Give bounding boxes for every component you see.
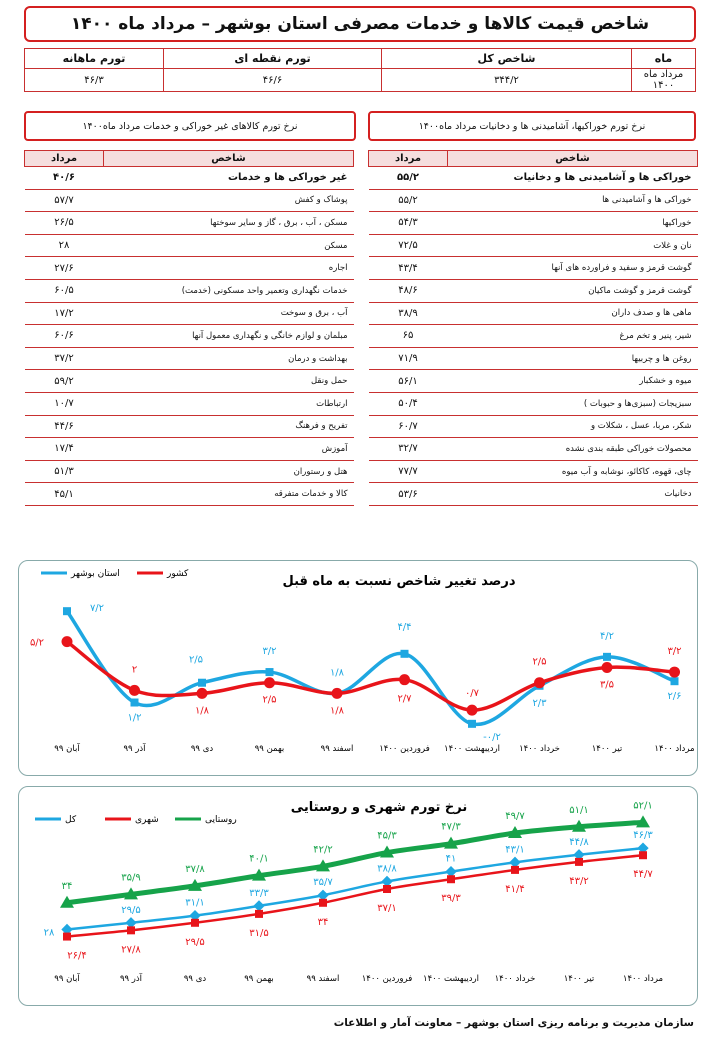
row-value: ۵۱/۳ <box>25 460 104 483</box>
data-label: ۲/۵ <box>532 656 547 668</box>
data-label: ۵۲/۱ <box>633 800 653 812</box>
series-line <box>67 611 675 724</box>
row-value: ۷۱/۹ <box>369 347 448 370</box>
row-label: گوشت قرمز و گوشت ماکیان <box>448 279 698 302</box>
data-point <box>131 699 139 707</box>
x-tick-label: دی ۹۹ <box>183 974 207 984</box>
summary-header: تورم ماهانه <box>25 49 164 69</box>
table-row <box>369 302 698 325</box>
data-label: ۱/۲ <box>127 712 142 724</box>
data-point <box>266 668 274 676</box>
data-label: ۴۷/۳ <box>441 821 461 833</box>
row-value: ۳۲/۷ <box>369 438 448 461</box>
row-value: ۳۸/۹ <box>369 302 448 325</box>
x-tick-label: آبان ۹۹ <box>54 744 80 754</box>
data-label: ۲۸ <box>43 927 55 939</box>
chart-title: درصد تغییر شاخص نسبت به ماه قبل <box>282 574 516 589</box>
row-value: ۱۰/۷ <box>25 392 104 415</box>
data-label: ۴۶/۳ <box>633 830 653 842</box>
row-label: ارتباطات <box>104 392 354 415</box>
row-label: کالا و خدمات متفرقه <box>104 483 354 506</box>
summary-cell: مرداد ماه ۱۴۰۰ <box>632 69 696 92</box>
x-tick-label: مرداد ۱۴۰۰ <box>654 744 695 754</box>
food-table <box>368 150 698 506</box>
x-tick-label: مرداد ۱۴۰۰ <box>622 974 664 984</box>
nonfood-table <box>24 150 354 506</box>
table-row <box>25 234 354 257</box>
summary-header: ماه <box>632 49 696 69</box>
x-tick-label: فروردین ۱۴۰۰ <box>379 744 430 754</box>
row-label: خوراکی ها و آشامیدنی ها <box>448 189 698 212</box>
row-value: ۵۴/۳ <box>369 212 448 235</box>
row-value: ۱۷/۴ <box>25 438 104 461</box>
x-tick-label: فروردین ۱۴۰۰ <box>361 974 413 984</box>
data-label: ۴۴/۷ <box>633 869 653 881</box>
chart-title: نرخ تورم شهری و روستایی <box>290 800 468 815</box>
data-label: ۷/۲ <box>89 603 105 615</box>
data-point <box>264 677 275 688</box>
row-label: سبزیجات (سبزی‌ها و حبوبات ) <box>448 392 698 415</box>
table-row <box>25 347 354 370</box>
monthly-change-chart <box>18 560 698 776</box>
row-label: خوراکی ها و آشامیدنی ها و دخانیات <box>448 167 698 190</box>
data-label: ۴/۴ <box>397 621 412 633</box>
data-label: ۳۵/۹ <box>121 872 141 884</box>
data-point <box>468 720 476 728</box>
table-row <box>25 167 354 190</box>
row-value: ۳۷/۲ <box>25 347 104 370</box>
data-label: ۳۷/۱ <box>377 903 397 914</box>
x-tick-label: تیر ۱۴۰۰ <box>591 744 623 754</box>
data-label: ۱/۸ <box>194 705 210 717</box>
row-value: ۶۰/۶ <box>25 325 104 348</box>
row-value: ۴۰/۶ <box>25 167 104 190</box>
data-label: ۲۷/۸ <box>121 944 141 956</box>
row-label: نان و غلات <box>448 234 698 257</box>
data-point <box>602 662 613 673</box>
data-point <box>639 851 647 859</box>
data-label: ۱/۸ <box>329 667 345 679</box>
data-label: ۳۱/۱ <box>185 897 205 909</box>
data-label: ۲۹/۵ <box>185 936 205 948</box>
row-label: مسکن ، آب ، برق ، گاز و سایر سوختها <box>104 212 354 235</box>
data-label: ۴۱ <box>445 853 457 865</box>
row-label: بهداشت و درمان <box>104 347 354 370</box>
data-label: ۴۱/۴ <box>505 883 525 895</box>
data-point <box>399 674 410 685</box>
row-label: آب ، برق و سوخت <box>104 302 354 325</box>
series-line <box>67 642 675 711</box>
nonfood-table-header: شاخص <box>104 151 354 167</box>
data-point <box>127 926 135 934</box>
summary-header: تورم نقطه ای <box>164 49 382 69</box>
summary-cell: ۴۶/۶ <box>164 69 382 92</box>
table-row <box>25 370 354 393</box>
table-row <box>369 234 698 257</box>
data-point <box>198 679 206 687</box>
data-label: ۲۹/۵ <box>121 904 141 916</box>
data-point <box>332 688 343 699</box>
data-point <box>129 685 140 696</box>
data-point <box>669 667 680 678</box>
data-point <box>63 933 71 941</box>
x-tick-label: اسفند ۹۹ <box>320 744 354 754</box>
data-label: ۵۱/۱ <box>569 804 589 816</box>
row-label: هتل و رستوران <box>104 460 354 483</box>
legend-label: کشور <box>167 569 189 579</box>
data-label: ۳۱/۵ <box>249 927 269 939</box>
row-value: ۶۰/۵ <box>25 279 104 302</box>
row-value: ۵۶/۱ <box>369 370 448 393</box>
row-label: مسکن <box>104 234 354 257</box>
row-value: ۴۳/۴ <box>369 257 448 280</box>
data-label: ۳۹/۳ <box>441 893 461 905</box>
x-tick-label: آذر ۹۹ <box>123 744 146 754</box>
row-label: مبلمان و لوازم خانگی و نگهداری معمول آنها <box>104 325 354 348</box>
table-row <box>369 167 698 190</box>
table-row <box>369 212 698 235</box>
data-point <box>63 607 71 615</box>
data-label: ۳۵/۷ <box>313 877 333 889</box>
data-label: ۴۹/۷ <box>505 811 525 822</box>
data-point <box>197 688 208 699</box>
x-tick-label: دی ۹۹ <box>190 744 214 754</box>
urban-rural-chart <box>18 786 698 1006</box>
data-label: -۰/۲ <box>483 731 501 743</box>
data-label: ۳/۵ <box>599 679 615 691</box>
table-row <box>369 415 698 438</box>
row-label: گوشت قرمز و سفید و فراورده های آنها <box>448 257 698 280</box>
row-value: ۵۵/۲ <box>369 167 448 190</box>
food-inflation-box: نرخ تورم خوراکیها، آشامیدنی ها و دخانیات مرداد ماه۱۴۰۰ <box>368 111 696 141</box>
row-label: روغن ها و چربیها <box>448 347 698 370</box>
x-tick-label: بهمن ۹۹ <box>244 974 274 984</box>
table-row <box>369 189 698 212</box>
table-row <box>369 325 698 348</box>
urban-rural-chart-svg <box>19 787 699 1007</box>
data-label: ۳/۲ <box>262 646 277 658</box>
row-value: ۴۴/۶ <box>25 415 104 438</box>
x-tick-label: بهمن ۹۹ <box>254 744 285 754</box>
data-label: ۴۳/۱ <box>505 844 525 856</box>
data-label: ۳۴ <box>61 880 73 892</box>
row-value: ۲۶/۵ <box>25 212 104 235</box>
row-label: تفریح و فرهنگ <box>104 415 354 438</box>
summary-cell: ۴۶/۳ <box>25 69 164 92</box>
table-row <box>25 415 354 438</box>
data-point <box>383 885 391 893</box>
row-value: ۴۵/۱ <box>25 483 104 506</box>
row-value: ۵۷/۷ <box>25 189 104 212</box>
x-tick-label: خرداد ۱۴۰۰ <box>519 744 560 754</box>
legend-label: روستایی <box>205 815 237 825</box>
row-label: شکر، مربا، عسل ، شکلات و <box>448 415 698 438</box>
data-point <box>603 653 611 661</box>
table-row <box>369 279 698 302</box>
data-label: ۱/۸ <box>329 705 345 717</box>
x-tick-label: تیر ۱۴۰۰ <box>563 974 595 984</box>
data-label: ۴۳/۲ <box>569 875 589 887</box>
table-row <box>25 257 354 280</box>
row-value: ۱۷/۲ <box>25 302 104 325</box>
data-label: ۴/۲ <box>599 630 615 642</box>
row-label: دخانیات <box>448 483 698 506</box>
table-row <box>25 392 354 415</box>
table-row <box>25 438 354 461</box>
data-point <box>447 875 455 883</box>
data-label: ۳۷/۸ <box>185 863 205 875</box>
row-value: ۵۵/۲ <box>369 189 448 212</box>
legend-label: کل <box>65 815 77 825</box>
row-value: ۵۳/۶ <box>369 483 448 506</box>
data-label: ۲/۷ <box>397 693 412 705</box>
x-tick-label: خرداد ۱۴۰۰ <box>494 974 536 984</box>
data-label: ۴۰/۱ <box>249 853 269 865</box>
nonfood-inflation-box: نرخ تورم کالاهای غیر خوراکی و خدمات مرداد ماه۱۴۰۰ <box>24 111 356 141</box>
row-label: اجاره <box>104 257 354 280</box>
data-label: ۳۴ <box>317 916 329 928</box>
table-row <box>25 302 354 325</box>
x-tick-label: آبان ۹۹ <box>54 974 80 984</box>
table-row <box>369 370 698 393</box>
row-label: آموزش <box>104 438 354 461</box>
legend-label: استان بوشهر <box>71 569 120 579</box>
data-label: ۳/۲ <box>667 646 682 658</box>
table-row <box>369 347 698 370</box>
monthly-change-chart-svg <box>19 561 699 777</box>
table-row <box>369 483 698 506</box>
data-point <box>62 636 73 647</box>
x-tick-label: اسفند ۹۹ <box>306 974 340 984</box>
row-label: شیر، پنیر و تخم مرغ <box>448 325 698 348</box>
summary-header: شاخص کل <box>382 49 632 69</box>
summary-cell: ۳۴۴/۲ <box>382 69 632 92</box>
food-table-header: مرداد <box>369 151 448 167</box>
table-row <box>25 483 354 506</box>
data-label: ۵/۲ <box>29 637 45 649</box>
table-row <box>25 460 354 483</box>
data-point <box>575 858 583 866</box>
row-label: محصولات خوراکی طبقه بندی نشده <box>448 438 698 461</box>
data-point <box>401 650 409 658</box>
data-label: ۴۵/۳ <box>377 830 397 842</box>
row-label: چای، قهوه، کاکائو، نوشابه و آب میوه <box>448 460 698 483</box>
table-row <box>369 460 698 483</box>
table-row <box>25 279 354 302</box>
row-label: پوشاک و کفش <box>104 189 354 212</box>
table-row <box>25 325 354 348</box>
data-label: ۲/۶ <box>667 691 682 703</box>
data-point <box>671 677 679 685</box>
row-label: ماهی ها و صدف داران <box>448 302 698 325</box>
row-label: خوراکیها <box>448 212 698 235</box>
page-title: شاخص قیمت کالاها و خدمات مصرفی استان بوشهر – مرداد ماه ۱۴۰۰ <box>24 6 696 42</box>
data-point <box>511 866 519 874</box>
data-point <box>255 910 263 918</box>
series-line <box>67 855 643 936</box>
row-value: ۵۹/۲ <box>25 370 104 393</box>
table-row <box>25 189 354 212</box>
row-value: ۲۸ <box>25 234 104 257</box>
data-label: ۳۳/۳ <box>249 887 269 899</box>
row-value: ۷۷/۷ <box>369 460 448 483</box>
data-point <box>191 919 199 927</box>
row-value: ۲۷/۶ <box>25 257 104 280</box>
data-label: ۲۶/۴ <box>67 950 87 962</box>
footer-text: سازمان مدیریت و برنامه ریزی استان بوشهر – معاونت آمار و اطلاعات <box>333 1017 694 1029</box>
row-label: میوه و خشکبار <box>448 370 698 393</box>
row-label: خدمات نگهداری وتعمیر واحد مسکونی (خدمت) <box>104 279 354 302</box>
row-value: ۷۲/۵ <box>369 234 448 257</box>
nonfood-table-header: مرداد <box>25 151 104 167</box>
data-point <box>534 677 545 688</box>
row-value: ۶۵ <box>369 325 448 348</box>
data-point <box>253 900 264 911</box>
x-tick-label: اردیبهشت ۱۴۰۰ <box>444 744 500 754</box>
data-point <box>467 705 478 716</box>
row-value: ۵۰/۴ <box>369 392 448 415</box>
row-label: غیر خوراکی ها و خدمات <box>104 167 354 190</box>
table-row <box>369 257 698 280</box>
row-value: ۶۰/۷ <box>369 415 448 438</box>
x-tick-label: آذر ۹۹ <box>119 974 143 984</box>
data-label: ۲/۵ <box>188 654 204 666</box>
data-label: ۴۴/۸ <box>569 836 589 848</box>
data-point <box>319 899 327 907</box>
row-label: حمل ونقل <box>104 370 354 393</box>
data-label: ۰/۷ <box>464 688 480 700</box>
table-row <box>369 392 698 415</box>
data-label: ۳۸/۸ <box>377 863 397 875</box>
x-tick-label: اردیبهشت ۱۴۰۰ <box>423 974 479 984</box>
food-table-header: شاخص <box>448 151 698 167</box>
row-value: ۴۸/۶ <box>369 279 448 302</box>
summary-table <box>24 48 696 92</box>
data-label: ۴۲/۲ <box>313 844 333 856</box>
table-row <box>369 438 698 461</box>
data-label: ۲ <box>131 664 138 676</box>
data-label: ۲/۵ <box>262 694 277 706</box>
legend-label: شهری <box>135 815 159 825</box>
data-label: ۲/۳ <box>532 697 547 709</box>
table-row <box>25 212 354 235</box>
